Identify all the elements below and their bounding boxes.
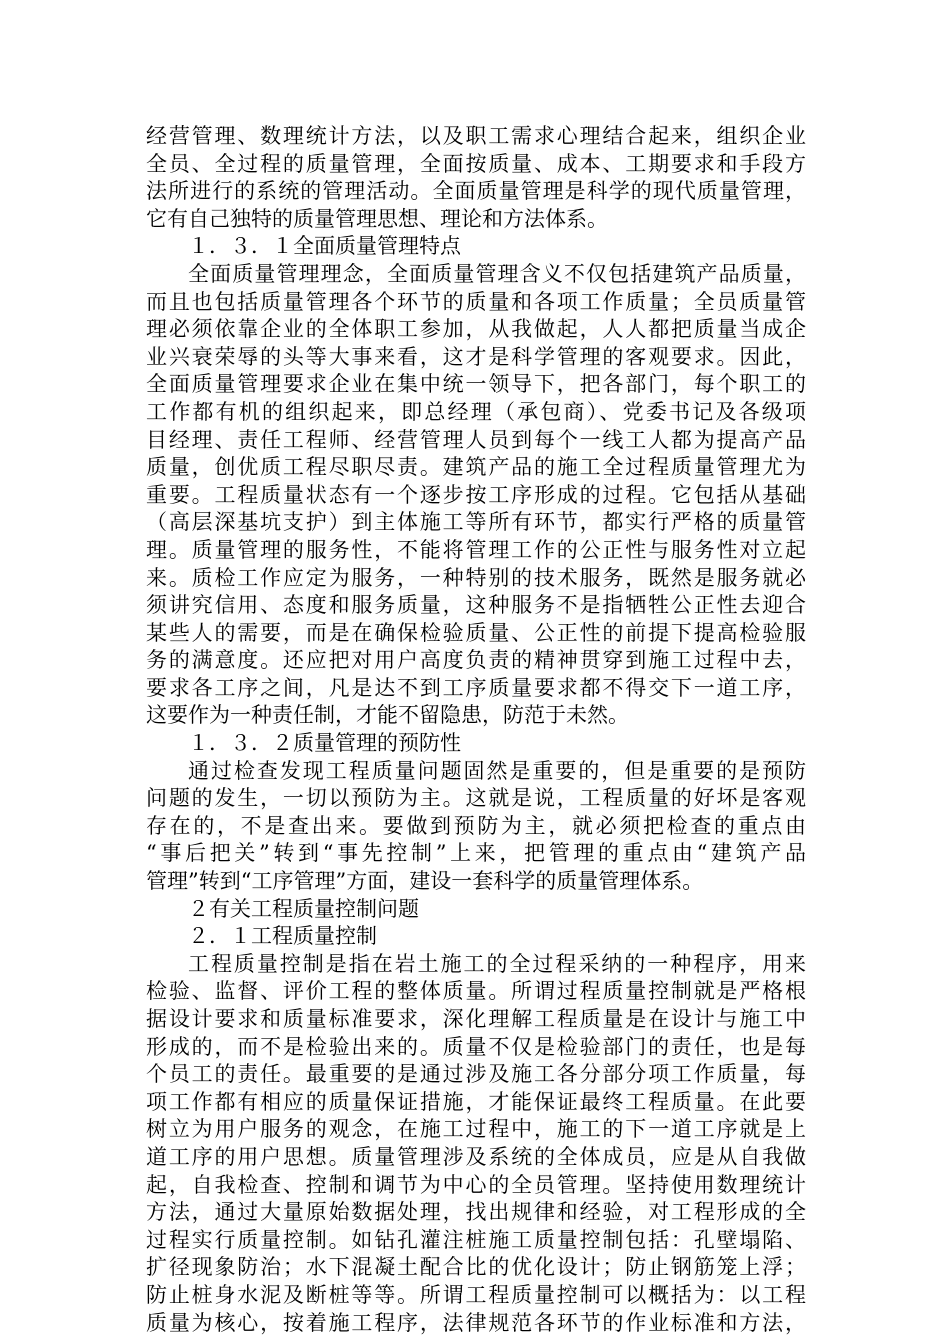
text-line: 存在的，不是查出来。要做到预防为主，就必须把检查的重点由 [146,813,806,838]
text-line: 工作都有机的组织起来，即总经理（承包商）、党委书记及各级项 [146,399,806,424]
text-line: 理必须依靠企业的全体职工参加，从我做起，人人都把质量当成企 [146,317,806,342]
text-line: 过程实行质量控制。如钻孔灌注桩施工质量控制包括：孔壁塌陷、 [146,1227,806,1252]
text-line: 这要作为一种责任制，才能不留隐患，防范于未然。 [146,703,629,728]
text-line: 全面质量管理要求企业在集中统一领导下，把各部门，每个职工的 [146,372,806,397]
text-line: 全面质量管理理念，全面质量管理含义不仅包括建筑产品质量， [188,261,806,286]
text-line: 目经理、责任工程师、经营管理人员到每个一线工人都为提高产品 [146,427,806,452]
text-line: 全员、全过程的质量管理，全面按质量、成本、工期要求和手段方 [146,151,806,176]
text-line: （高层深基坑支护）到主体施工等所有环节，都实行严格的质量管 [146,510,806,535]
text-line: 重要。工程质量状态有一个逐步按工序形成的过程。它包括从基础 [146,482,806,507]
section-heading: ２有关工程质量控制问题 [188,896,419,921]
text-line: 树立为用户服务的观念，在施工过程中，施工的下一道工序就是上 [146,1117,806,1142]
text-line: 质量，创优质工程尽职尽责。建筑产品的施工全过程质量管理尤为 [146,455,806,480]
text-line: 要求各工序之间，凡是达不到工序质量要求都不得交下一道工序， [146,675,806,700]
text-line: 而且也包括质量管理各个环节的质量和各项工作质量；全员质量管 [146,289,806,314]
text-line: 起，自我检查、控制和调节为中心的全员管理。坚持使用数理统计 [146,1172,806,1197]
text-line: 经营管理、数理统计方法，以及职工需求心理结合起来，组织企业 [146,124,806,148]
section-heading: １．３．２质量管理的预防性 [188,731,461,756]
text-line: “事后把关”转到“事先控制”上来，把管理的重点由“建筑产品 [146,841,806,866]
text-line: 某些人的需要，而是在确保检验质量、公正性的前提下提高检验服 [146,620,806,645]
text-line: 方法，通过大量原始数据处理，找出规律和经验，对工程形成的全 [146,1200,806,1225]
text-line: 理。质量管理的服务性，不能将管理工作的公正性与服务性对立起 [146,537,806,562]
text-line: 检验、监督、评价工程的整体质量。所谓过程质量控制就是严格根 [146,979,806,1004]
text-line: 工程质量控制是指在岩土施工的全过程采纳的一种程序，用来 [188,951,806,976]
text-line: 质量为核心，按着施工程序，法律规范各环节的作业标准和方法， [146,1310,806,1335]
text-line: 形成的，而不是检验出来的。质量不仅是检验部门的责任，也是每 [146,1034,806,1059]
section-heading: ２．１工程质量控制 [188,924,377,949]
document-page [146,123,806,1337]
text-line: 通过检查发现工程质量问题固然是重要的，但是重要的是预防 [188,758,806,783]
text-line: 务的满意度。还应把对用户高度负责的精神贯穿到施工过程中去， [146,648,806,673]
text-line: 法所进行的系统的管理活动。全面质量管理是科学的现代质量管理， [146,179,806,204]
text-line: 项工作都有相应的质量保证措施，才能保证最终工程质量。在此要 [146,1089,806,1114]
text-line: 管理”转到“工序管理”方面，建设一套科学的质量管理体系。 [146,869,704,894]
text-line: 须讲究信用、态度和服务质量，这种服务不是指牺牲公正性去迎合 [146,593,806,618]
text-line: 个员工的责任。最重要的是通过涉及施工各分部分项工作质量，每 [146,1062,806,1087]
text-line: 业兴衰荣辱的头等大事来看，这才是科学管理的客观要求。因此， [146,344,806,369]
text-line: 来。质检工作应定为服务，一种特别的技术服务，既然是服务就必 [146,565,806,590]
text-line: 它有自己独特的质量管理思想、理论和方法体系。 [146,206,608,231]
text-line: 问题的发生，一切以预防为主。这就是说，工程质量的好坏是客观 [146,786,806,811]
text-line: 道工序的用户思想。质量管理涉及系统的全体成员，应是从自我做 [146,1144,806,1169]
text-line: 据设计要求和质量标准要求，深化理解工程质量是在设计与施工中 [146,1007,806,1031]
section-heading: １．３．１全面质量管理特点 [188,234,461,259]
text-line: 防止桩身水泥及断桩等等。所谓工程质量控制可以概括为：以工程 [146,1282,806,1307]
text-line: 扩径现象防治；水下混凝土配合比的优化设计；防止钢筋笼上浮； [146,1255,806,1280]
